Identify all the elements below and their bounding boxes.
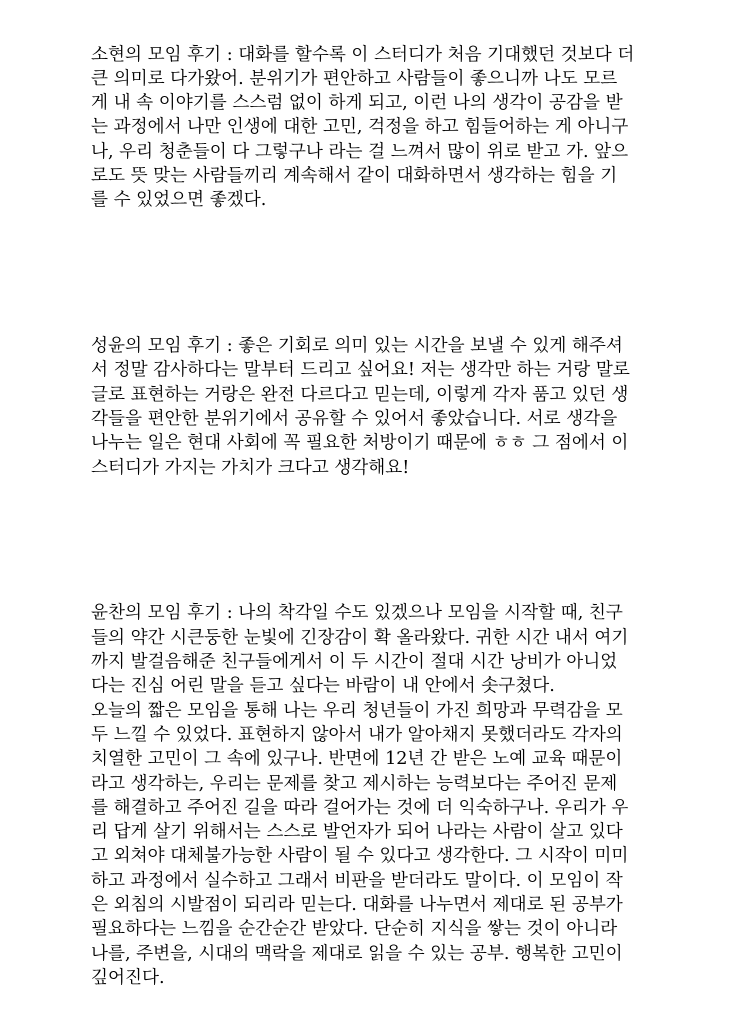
review-paragraph-seongyun: 성윤의 모임 후기 : 좋은 기회로 의미 있는 시간을 보낼 수 있게 해주셔 서 정말 감사하다는 말부터 드리고 싶어요! 저는 생각만 하는 거랑 말로 글로 표현하는 거랑은 완전 다르다고 믿는데, 이렇게 각자 품고 있던 생 각들을 편안한 분위기에서 공유할 수 있어서 좋았습니다. 서로 생각을 나누는 일은 현대 사회에 꼭 필요한 처방이기 때문에 ㅎㅎ 그 점에서 이 스터디가 가지는 가치가 크다고 생각해요! <box>91 336 630 478</box>
paragraph-spacer <box>91 529 671 553</box>
review-paragraph-sohyun: 소현의 모임 후기 : 대화를 할수록 이 스터디가 처음 기대했던 것보다 더 큰 의미로 다가왔어. 분위기가 편안하고 사람들이 좋으니까 나도 모르 게 내 속 이야기를 스스럼 없이 하게 되고, 이런 나의 생각이 공감을 받 는 과정에서 나만 인생에 대한 고민, 걱정을 하고 힘들어하는 게 아니구 나, 우리 청춘들이 다 그렇구나 라는 걸 느껴서 많이 위로 받고 가. 앞으 로도 뜻 맞는 사람들끼리 계속해서 같이 대화하면서 생각하는 힘을 기 를 수 있었으면 좋겠다. <box>91 44 635 211</box>
paragraph-spacer <box>91 261 671 285</box>
document-body <box>91 0 671 1014</box>
review-paragraph-yunchan: 윤찬의 모임 후기 : 나의 착각일 수도 있겠으나 모임을 시작할 때, 친구 들의 약간 시큰둥한 눈빛에 긴장감이 확 올라왔다. 귀한 시간 내서 여기 까지 발걸음해준 친구들에게서 이 두 시간이 절대 시간 낭비가 아니었 다는 진심 어린 말을 듣고 싶다는 바람이 내 안에서 솟구쳤다. 오늘의 짧은 모임을 통해 나는 우리 청년들이 가진 희망과 무력감을 모 두 느낄 수 있었다. 표현하지 않아서 내가 알아채지 못했더라도 각자의 치열한 고민이 그 속에 있구나. 반면에 12년 간 받은 노예 교육 때문이 라고 생각하는, 우리는 문제를 찾고 제시하는 능력보다는 주어진 문제 를 해결하고 주어진 길을 따라 걸어가는 것에 더 익숙하구나. 우리가 우 리 답게 살기 위해서는 스스로 발언자가 되어 나라는 사람이 살고 있다 고 외쳐야 대체불가능한 사람이 될 수 있다고 생각한다. 그 시작이 미미 하고 과정에서 실수하고 그래서 비판을 받더라도 말이다. 이 모임이 작 은 외침의 시발점이 되리라 믿는다. 대화를 나누면서 제대로 된 공부가 필요하다는 느낌을 순간순간 받았다. 단순히 지식을 쌓는 것이 아니라 나를, 주변을, 시대의 맥락을 제대로 읽을 수 있는 공부. 행복한 고민이 깊어진다. <box>91 603 629 988</box>
